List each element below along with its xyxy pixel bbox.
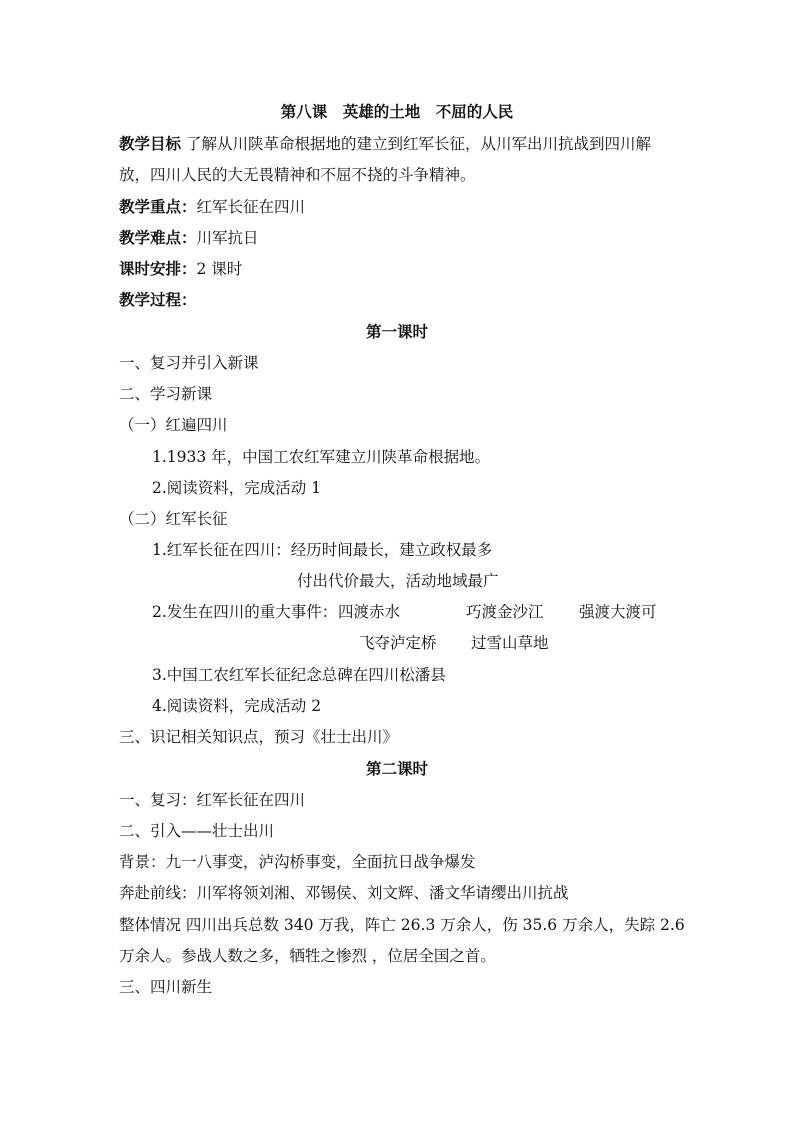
lesson2-section-2: 二、引入——壮士出川 [119, 822, 275, 840]
lesson2-front: 奔赴前线：川军将领刘湘、邓锡侯、刘文辉、潘文华请缨出川抗战 [119, 884, 569, 902]
lesson2-background: 背景：九一八事变，泸沟桥事变，全面抗日战争爆发 [119, 853, 476, 871]
schedule-label: 课时安排： [119, 259, 197, 278]
lesson2-overall-1: 整体情况 四川出兵总数 340 万我，阵亡 26.3 万余人，伤 35.6 万余人，失踪 2.6 [119, 916, 685, 934]
event-item: 四渡赤水 [338, 603, 401, 621]
key-point [119, 197, 305, 217]
objectives-line-1 [119, 134, 651, 154]
lesson2-section-1: 一、复习：红军长征在四川 [119, 791, 306, 809]
lesson-title: 第八课 英雄的土地 不屈的人民 [280, 102, 514, 121]
objectives-line-2: 放，四川人民的大无畏精神和不屈不挠的斗争精神。 [119, 166, 476, 184]
lesson1-heading: 第一课时 [365, 322, 428, 341]
difficulty-label: 教学难点： [119, 228, 197, 247]
objectives-text-1: 了解从川陕革命根据地的建立到红军长征，从川军出川抗战到四川解 [185, 135, 651, 153]
lesson1-section-2: 二、学习新课 [119, 385, 213, 403]
event-item: 过雪山草地 [471, 634, 549, 652]
process-label: 教学过程： [119, 290, 197, 309]
key-point-label: 教学重点： [119, 197, 197, 216]
objectives-label: 教学目标 [119, 134, 182, 153]
lesson1-sub1-item-2: 2.阅读资料，完成活动 1 [152, 479, 322, 497]
lesson2-heading: 第二课时 [365, 759, 428, 778]
lesson1-section-1: 一、复习并引入新课 [119, 354, 259, 372]
lesson2-section-3: 三、四川新生 [119, 978, 213, 996]
lesson1-sub1-item-1: 1.1933 年，中国工农红军建立川陕革命根据地。 [152, 448, 491, 466]
event-item: 飞夺泸定桥 [359, 634, 437, 652]
difficulty [119, 228, 259, 248]
event-item: 强渡大渡可 [579, 603, 657, 621]
lesson1-sub2-item-3: 3.中国工农红军长征纪念总碑在四川松潘县 [152, 666, 446, 684]
key-point-text: 红军长征在四川 [196, 198, 306, 216]
lesson1-sub2-item-1: 1.红军长征在四川：经历时间最长，建立政权最多 [152, 541, 493, 559]
schedule-text: 2 课时 [196, 260, 243, 278]
lesson1-sub2-item-2: 2.发生在四川的重大事件： [152, 603, 338, 621]
event-item: 巧渡金沙江 [466, 603, 544, 621]
lesson1-sub2-item-1-cont: 付出代价最大，活动地域最广 [297, 572, 499, 590]
difficulty-text: 川军抗日 [196, 229, 259, 247]
lesson1-sub2-item-4: 4.阅读资料，完成活动 2 [152, 697, 322, 715]
lesson1-subsection-1: （一）红遍四川 [119, 416, 228, 434]
lesson1-section-3: 三、识记相关知识点，预习《壮士出川》 [119, 728, 399, 746]
lesson2-overall-2: 万余人。参战人数之多，牺牲之惨烈 ，位居全国之首。 [119, 947, 496, 965]
lesson1-subsection-2: （二）红军长征 [119, 510, 228, 528]
schedule [119, 259, 242, 279]
